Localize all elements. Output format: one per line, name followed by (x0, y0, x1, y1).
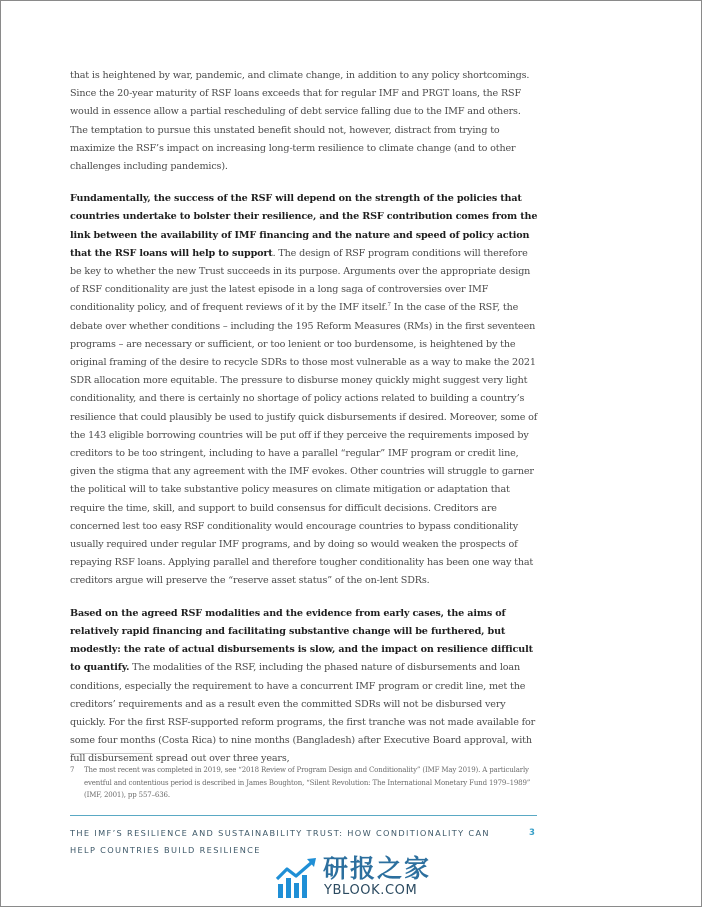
footer-divider (70, 815, 537, 816)
paragraph-2-text: In the case of the RSF, the debate over whether conditions – including the 195 Reform Measures (RMs) in the first seventeen programs – are necessary or sufficient, or too lenient or too burdensome, is heightened by the original framing of the desire to recycle SDRs to those most vulnerable as a way to make the 2021 SDR allocation more equitable. The pressure to disburse money quickly might suggest very light conditionality, and there is certainly no shortage of policy actions related to building a country’s resilience that could plausibly be used to justify quick disbursements if desired. Moreover, some of the 143 eligible borrowing countries will be put off if they perceive the requirements imposed by creditors to be too stringent, including to have a parallel “regular” IMF program or credit line, given the stigma that any agreement with the IMF evokes. Other countries will struggle to garner the political will to take substantive policy measures on climate mitigation or adaptation that require the time, skill, and support to build consensus for difficult decisions. Creditors are concerned lest too easy RSF conditionality would encourage countries to bypass conditionality usually required under regular IMF programs, and by doing so would weaken the prospects of repaying RSF loans. Applying parallel and therefore tougher conditionality has been one way that creditors argue will preserve the “reserve asset status” of the on-lent SDRs. (70, 302, 538, 587)
footnote-text: The most recent was completed in 2019, see “2018 Review of Program Design and Conditionality” (IMF May 2019). A particularly eventful and contentious period is described in James Boughton, “Silent Revolution: The International Monetary Fund 1979–1989” (IMF, 2001), pp 557–636. (84, 766, 531, 799)
watermark-english-text: YBLOOK.COM (324, 883, 418, 898)
paragraph-3-text: The modalities of the RSF, including the phased nature of disbursements and loan conditions, especially the requirement to have a concurrent IMF program or credit line, met the creditors’ requirements and as a result even the committed SDRs will not be disbursed very quickly. For the first RSF-supported reform programs, the first tranche was not made available for some four months (Costa Rica) to nine months (Bangladesh) after Executive Board approval, with full disbursement spread out over three years, (70, 662, 536, 765)
footnote-ref-7[interactable]: 7 (387, 302, 391, 309)
rising-bar-chart-icon (275, 857, 319, 899)
watermark-chinese-text: 研报之家 (323, 854, 432, 883)
paragraph-3 (70, 605, 540, 769)
paragraph-2-text-before-note: . The design of RSF program conditions will therefore be key to whether the new Trust succeeds in its purpose. Arguments over the appropriate design of RSF conditionality are just the latest episode in a long saga of controversies over IMF conditionality policy, and of frequent reviews of it by the IMF itself. (70, 247, 531, 314)
footnote-number: 7 (70, 766, 75, 774)
footer-document-title: THE IMF’S RESILIENCE AND SUSTAINABILITY TRUST: HOW CONDITIONALITY CAN HELP COUNTRIES BUILD RESILIENCE (70, 828, 490, 855)
paragraph-1 (70, 67, 540, 176)
page-number: 3 (529, 828, 535, 838)
paragraph-1-text: that is heightened by war, pandemic, and climate change, in addition to any policy shortcomings. Since the 20-year maturity of RSF loans exceeds that for regular IMF and PRGT loans, the RSF would in essence allow a partial rescheduling of debt service falling due to the IMF and others. The temptation to pursue this unstated benefit should not, however, distract from trying to maximize the RSF’s impact on increasing long-term resilience to climate change (and to other challenges including pandemics). (70, 70, 530, 173)
paragraph-3-bold-lead: Based on the agreed RSF modalities and the evidence from early cases, the aims of relatively rapid financing and facilitating substantive change will be furthered, but modestly: the rate of actual disbursements is slow, and the impact on resilience difficult to quantify. (70, 607, 533, 674)
body-text (70, 67, 540, 783)
paragraph-2 (70, 190, 540, 590)
footnote-7 (70, 764, 540, 802)
paragraph-2-bold-lead: Fundamentally, the success of the RSF will depend on the strength of the policies that countries undertake to bolster their resilience, and the RSF contribution comes from the link between the availability of IMF financing and the nature and speed of policy action that the RSF loans will help to support (70, 193, 538, 259)
footnote-divider (70, 753, 152, 754)
watermark (275, 855, 465, 901)
